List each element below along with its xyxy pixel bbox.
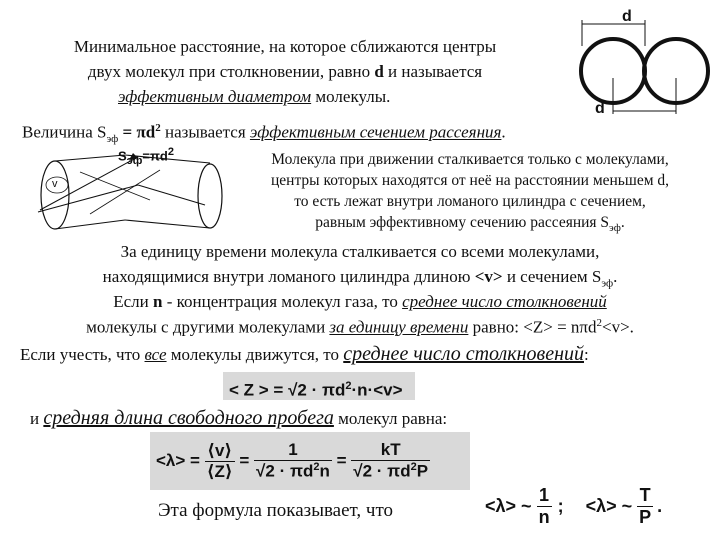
label: S bbox=[118, 148, 127, 164]
text: : bbox=[584, 345, 589, 364]
superscript: 2 bbox=[596, 317, 602, 329]
formula-part: <λ> ~ bbox=[485, 496, 532, 516]
text: Если bbox=[113, 292, 153, 311]
intro-text: двух молекул при столкновении, равно bbox=[87, 62, 375, 81]
text: равным эффективному сечению рассеяния S bbox=[315, 214, 610, 231]
velocity-label: v bbox=[52, 178, 58, 190]
text: . bbox=[620, 214, 625, 231]
fraction-kt-over bbox=[351, 440, 430, 482]
intro-line-1: Минимальное расстояние, на которое сближаются центры bbox=[73, 37, 497, 56]
formula-part: √2 bbox=[288, 380, 307, 400]
intro-text: молекулы. bbox=[311, 87, 391, 106]
subscript: эф bbox=[601, 277, 614, 290]
formula-part: < Z > = bbox=[229, 380, 284, 400]
numerator: 1 bbox=[537, 485, 552, 507]
superscript: 2 bbox=[345, 380, 352, 392]
text: <v>. bbox=[602, 317, 634, 337]
text: молекул равна: bbox=[333, 409, 448, 428]
text: и сечением S bbox=[502, 267, 602, 286]
para2-line-1: За единицу времени молекула сталкивается со всеми молекулами, bbox=[120, 242, 600, 261]
text: равно: <Z> = nπd bbox=[468, 317, 597, 337]
cross-section-line bbox=[22, 122, 506, 145]
text: - концентрация молекул газа, то bbox=[162, 292, 403, 311]
denominator bbox=[351, 461, 430, 482]
text: находящимися внутри ломаного цилиндра длиною bbox=[102, 267, 475, 286]
colliding-molecules-figure bbox=[560, 8, 720, 118]
para3-line bbox=[20, 343, 589, 366]
formula-part: · πd bbox=[274, 461, 314, 481]
superscript: 2 bbox=[313, 461, 320, 474]
term-unit-time: за единицу времени bbox=[329, 317, 469, 337]
formula-part: √2 bbox=[256, 461, 275, 481]
formula-part: P bbox=[416, 461, 429, 481]
formula-part: = bbox=[239, 451, 250, 470]
numerator: T bbox=[637, 485, 653, 507]
denominator: ⟨Z⟩ bbox=[206, 461, 233, 481]
formula: n bbox=[153, 292, 163, 311]
denominator bbox=[254, 461, 332, 482]
text: молекулы движутся, то bbox=[166, 345, 344, 364]
term-mean-free-path: средняя длина свободного пробега bbox=[43, 407, 334, 429]
formula-part: · πd bbox=[306, 380, 346, 400]
collision-line-2: центры которых находятся от неё на расстоянии меньшем d, bbox=[270, 172, 670, 189]
para2-line-4 bbox=[0, 317, 720, 338]
text: . bbox=[613, 267, 618, 286]
text: Если учесть, что bbox=[20, 345, 145, 364]
collision-line-4 bbox=[225, 214, 715, 234]
numerator: kT bbox=[351, 440, 430, 461]
formula-part: ; bbox=[557, 496, 564, 516]
para2-line-2 bbox=[0, 267, 720, 289]
formula: <v> bbox=[474, 267, 503, 286]
text: и bbox=[30, 409, 44, 428]
text: . bbox=[501, 122, 506, 142]
denominator: n bbox=[538, 507, 550, 527]
numerator: ⟨v⟩ bbox=[205, 441, 235, 462]
conclusion-text: Эта формула показывает, что bbox=[158, 500, 394, 521]
para2-line-3 bbox=[0, 292, 720, 312]
fraction-one-over bbox=[254, 440, 332, 482]
subscript: эф bbox=[106, 133, 119, 146]
text: называется bbox=[160, 122, 250, 142]
formula-part: . bbox=[657, 496, 663, 516]
term-all: все bbox=[144, 345, 167, 364]
subscript: эф bbox=[609, 222, 621, 235]
term-effective-cross-section: эффективным сечением рассеяния bbox=[249, 122, 502, 142]
intro-line-3 bbox=[118, 87, 390, 107]
fraction-t-over-p bbox=[637, 485, 653, 528]
intro-line-2 bbox=[20, 62, 550, 82]
numerator: 1 bbox=[254, 440, 332, 461]
diameter-label-bottom: d bbox=[595, 100, 605, 117]
subscript: эф bbox=[126, 154, 143, 167]
collision-line-1: Молекула при движении сталкивается только с молекулами, bbox=[271, 151, 669, 168]
collision-line-3: то есть лежат внутри ломаного цилиндра с сечением, bbox=[294, 193, 646, 210]
diameter-symbol: d bbox=[374, 62, 384, 81]
term-effective-diameter: эффективным диаметром bbox=[118, 87, 312, 106]
para4-line bbox=[30, 407, 447, 430]
fraction-v-over-z bbox=[205, 441, 235, 482]
fraction-one-over-n bbox=[537, 485, 552, 528]
formula-part: √2 bbox=[353, 461, 373, 481]
formula-mean-free-path bbox=[150, 432, 470, 490]
formula-part: · πd bbox=[372, 461, 411, 481]
superscript: 2 bbox=[167, 146, 174, 158]
denominator: P bbox=[639, 507, 652, 527]
diameter-label-top: d bbox=[622, 8, 632, 25]
formula-part: n bbox=[319, 461, 330, 481]
term-mean-collisions: среднее число столкновений bbox=[343, 343, 584, 365]
formula-part: <λ> = bbox=[156, 451, 200, 470]
text: Величина S bbox=[22, 122, 107, 142]
formula-part: <λ> ~ bbox=[585, 496, 633, 516]
superscript: 2 bbox=[155, 122, 161, 134]
proportionality-relations bbox=[485, 485, 662, 528]
formula-mean-collisions bbox=[223, 372, 415, 400]
label: =πd bbox=[142, 148, 168, 164]
text: молекулы с другими молекулами bbox=[86, 317, 330, 337]
term-mean-collisions: среднее число столкновений bbox=[402, 292, 607, 311]
formula-part: ·n·<v> bbox=[351, 380, 403, 400]
superscript: 2 bbox=[410, 461, 417, 474]
formula: = πd bbox=[118, 122, 156, 142]
intro-text: и называется bbox=[383, 62, 483, 81]
formula-part: = bbox=[336, 451, 347, 470]
cylinder-section-label bbox=[118, 146, 174, 167]
